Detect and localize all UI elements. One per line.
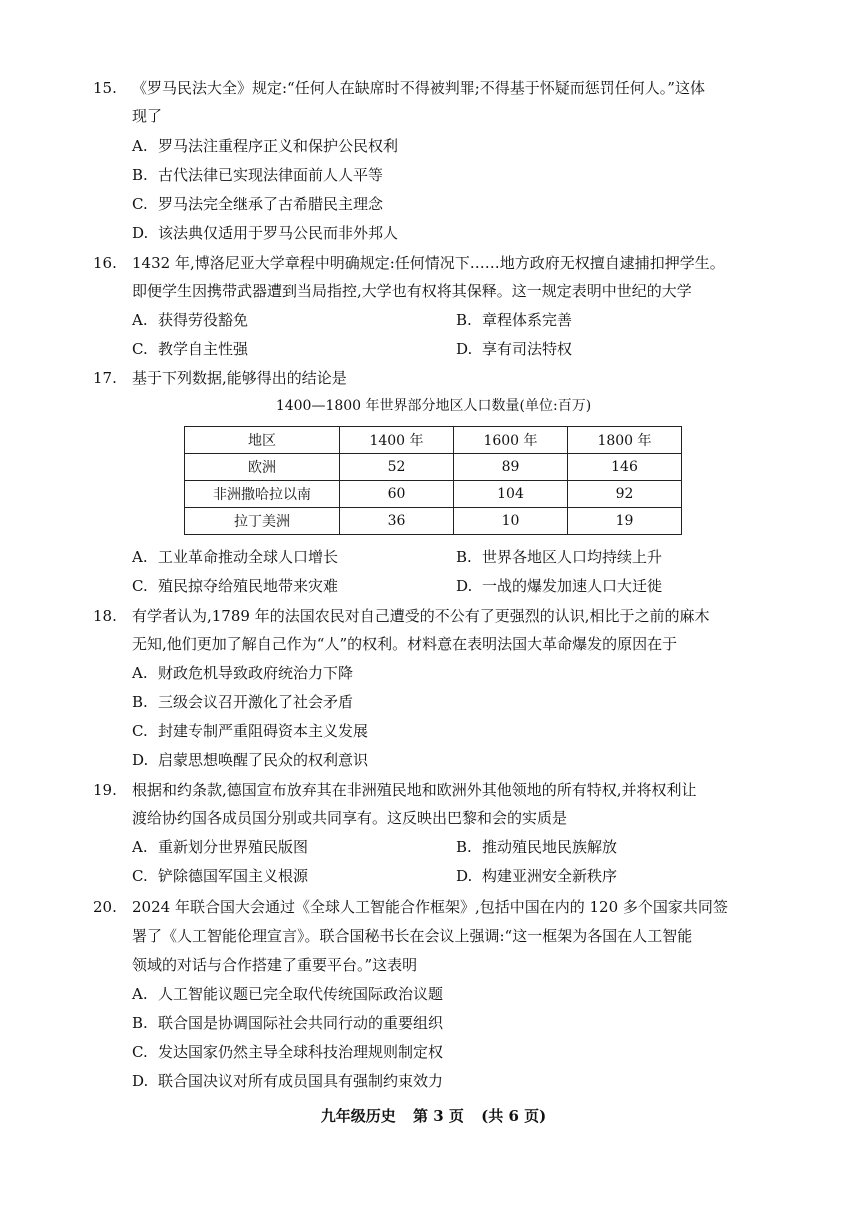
question-20-stem-line3: 领域的对话与合作搭建了重要平台。”这表明 <box>132 956 418 974</box>
question-19-option-a: A. 重新划分世界殖民版图 <box>132 838 309 856</box>
question-17-number: 17. <box>93 369 117 387</box>
table-header-cell: 1600 年 <box>454 427 568 454</box>
question-18-stem-line1: 有学者认为,1789 年的法国农民对自己遭受的不公有了更强烈的认识,相比于之前的麻木 <box>132 607 710 625</box>
table-cell-region: 拉丁美洲 <box>185 508 340 535</box>
question-15-option-b: B. 古代法律已实现法律面前人人平等 <box>132 166 384 184</box>
question-18-stem-line2: 无知,他们更加了解自己作为“人”的权利。材料意在表明法国大革命爆发的原因在于 <box>132 635 678 653</box>
table-row <box>185 454 682 481</box>
table-row <box>185 508 682 535</box>
question-18-option-a: A. 财政危机导致政府统治力下降 <box>132 664 354 682</box>
question-19-option-c: C. 铲除德国军国主义根源 <box>132 867 309 885</box>
question-16-option-a: A. 获得劳役豁免 <box>132 311 249 329</box>
footer-subject: 九年级历史 <box>320 1107 396 1125</box>
table-cell: 92 <box>568 481 682 508</box>
table-header-cell: 1400 年 <box>340 427 454 454</box>
question-15-stem-line1: 《罗马民法大全》规定:“任何人在缺席时不得被判罪;不得基于怀疑而惩罚任何人。”这体 <box>132 79 705 97</box>
question-20-option-d: D. 联合国决议对所有成员国具有强制约束效力 <box>132 1072 444 1090</box>
question-16-option-d: D. 享有司法特权 <box>456 340 573 358</box>
question-18-option-c: C. 封建专制严重阻碍资本主义发展 <box>132 722 369 740</box>
table-cell: 146 <box>568 454 682 481</box>
question-16-stem-line2: 即便学生因携带武器遭到当局指控,大学也有权将其保释。这一规定表明中世纪的大学 <box>132 282 692 300</box>
question-17-option-d: D. 一战的爆发加速人口大迁徙 <box>456 577 663 595</box>
question-18-number: 18. <box>93 607 117 625</box>
table-cell: 60 <box>340 481 454 508</box>
question-19-number: 19. <box>93 781 117 799</box>
table-header-row <box>185 427 682 454</box>
question-20-stem-line1: 2024 年联合国大会通过《全球人工智能合作框架》,包括中国在内的 120 多个国家共同签 <box>132 898 728 916</box>
question-15-number: 15. <box>93 79 117 97</box>
question-20-stem-line2: 署了《人工智能伦理宣言》。联合国秘书长在会议上强调:“这一框架为各国在人工智能 <box>132 927 693 945</box>
question-19-option-b: B. 推动殖民地民族解放 <box>456 838 618 856</box>
question-19-option-d: D. 构建亚洲安全新秩序 <box>456 867 618 885</box>
question-15-option-c: C. 罗马法完全继承了古希腊民主理念 <box>132 195 384 213</box>
table-header-cell: 地区 <box>185 427 340 454</box>
question-15-option-d: D. 该法典仅适用于罗马公民而非外邦人 <box>132 224 399 242</box>
table-cell-region: 欧洲 <box>185 454 340 481</box>
page-footer <box>0 1105 867 1126</box>
table-caption: 1400—1800 年世界部分地区人口数量(单位:百万) <box>275 398 592 414</box>
table-cell: 89 <box>454 454 568 481</box>
question-15-stem-line2: 现了 <box>132 107 163 125</box>
question-16-number: 16. <box>93 254 117 272</box>
table-cell: 19 <box>568 508 682 535</box>
question-18-option-b: B. 三级会议召开激化了社会矛盾 <box>132 693 354 711</box>
question-17-option-b: B. 世界各地区人口均持续上升 <box>456 548 663 566</box>
question-20-option-a: A. 人工智能议题已完全取代传统国际政治议题 <box>132 985 444 1003</box>
table-cell: 52 <box>340 454 454 481</box>
population-table <box>184 426 682 535</box>
table-row <box>185 481 682 508</box>
question-17-option-c: C. 殖民掠夺给殖民地带来灾难 <box>132 577 339 595</box>
question-20-number: 20. <box>93 898 117 916</box>
table-cell: 10 <box>454 508 568 535</box>
table-cell: 36 <box>340 508 454 535</box>
question-17-option-a: A. 工业革命推动全球人口增长 <box>132 548 339 566</box>
table-cell: 104 <box>454 481 568 508</box>
table-cell-region: 非洲撒哈拉以南 <box>185 481 340 508</box>
question-19-stem-line2: 渡给协约国各成员国分别或共同享有。这反映出巴黎和会的实质是 <box>132 809 568 827</box>
question-19-stem-line1: 根据和约条款,德国宣布放弃其在非洲殖民地和欧洲外其他领地的所有特权,并将权利让 <box>132 781 697 799</box>
footer-page-number: 第 3 页 <box>413 1107 464 1125</box>
question-20-option-c: C. 发达国家仍然主导全球科技治理规则制定权 <box>132 1043 444 1061</box>
question-18-option-d: D. 启蒙思想唤醒了民众的权利意识 <box>132 751 369 769</box>
question-16-stem-line1: 1432 年,博洛尼亚大学章程中明确规定:任何情况下……地方政府无权擅自逮捕扣押学生。 <box>132 254 725 272</box>
footer-total-pages: (共 6 页) <box>481 1107 547 1125</box>
table-header-cell: 1800 年 <box>568 427 682 454</box>
question-15-option-a: A. 罗马法注重程序正义和保护公民权利 <box>132 137 399 155</box>
question-17-stem: 基于下列数据,能够得出的结论是 <box>132 369 347 387</box>
question-16-option-b: B. 章程体系完善 <box>456 311 573 329</box>
question-16-option-c: C. 教学自主性强 <box>132 340 249 358</box>
question-20-option-b: B. 联合国是协调国际社会共同行动的重要组织 <box>132 1014 444 1032</box>
